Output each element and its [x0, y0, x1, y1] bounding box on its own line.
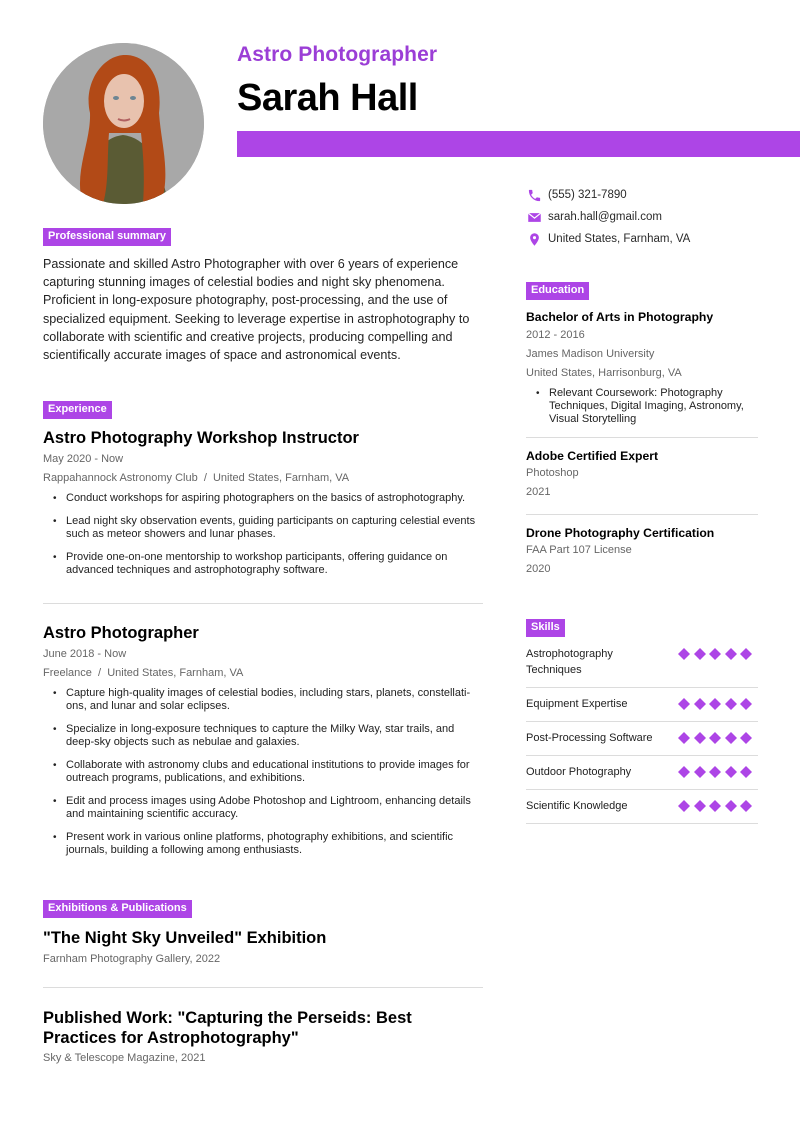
skill-name: Post-Processing Software	[526, 732, 653, 744]
experience-item	[43, 614, 483, 867]
contact-phone	[526, 184, 690, 206]
headline-job-title: Astro Photographer	[237, 43, 438, 66]
email-text[interactable]: sarah.hall@gmail.com	[548, 211, 662, 223]
diamond-rating-icon	[740, 698, 752, 710]
accent-bar	[237, 131, 800, 157]
diamond-rating-icon	[725, 766, 737, 778]
diamond-rating-icon	[740, 732, 752, 744]
diamond-rating-icon	[709, 648, 721, 660]
diamond-rating-icon	[709, 698, 721, 710]
bullet-item: • Collaborate with astronomy clubs and educational institutions to provide images for outreach programs, publications, and exhibitions.	[43, 759, 483, 785]
summary-section	[43, 226, 483, 364]
profile-photo	[43, 43, 204, 204]
skill-rating	[678, 766, 758, 778]
skill-row	[526, 688, 758, 722]
diamond-rating-icon	[709, 800, 721, 812]
bullet-item: • Specialize in long-exposure techniques to capture the Milky Way, star trails, and deep-sky objects such as nebulae and galaxies.	[43, 723, 483, 749]
diamond-rating-icon	[740, 800, 752, 812]
diamond-rating-icon	[709, 766, 721, 778]
skill-rating	[678, 732, 758, 744]
bullet-item: • Conduct workshops for aspiring photographers on the basics of astrophotography.	[43, 492, 483, 505]
diamond-rating-icon	[725, 648, 737, 660]
divider	[43, 603, 483, 604]
experience-bullets	[43, 687, 483, 857]
experience-title: Astro Photographer	[43, 624, 199, 642]
skill-rating	[678, 648, 758, 660]
email-icon	[526, 209, 542, 225]
publication-detail: Sky & Telescope Magazine, 2021	[43, 1052, 206, 1064]
section-label-exhibitions: Exhibitions & Publications	[43, 900, 192, 918]
experience-section	[43, 399, 483, 587]
skills-list	[526, 638, 758, 824]
education-section	[526, 280, 758, 426]
diamond-rating-icon	[694, 766, 706, 778]
skill-row	[526, 722, 758, 756]
experience-item	[43, 429, 483, 577]
diamond-rating-icon	[678, 648, 690, 660]
education-location: United States, Harrisonburg, VA	[526, 367, 682, 379]
skill-name: Astrophotography Techniques	[526, 648, 613, 676]
diamond-rating-icon	[740, 766, 752, 778]
divider	[43, 987, 483, 988]
diamond-rating-icon	[678, 698, 690, 710]
certification-item	[526, 439, 758, 502]
diamond-rating-icon	[709, 732, 721, 744]
diamond-rating-icon	[694, 648, 706, 660]
candidate-name: Sarah Hall	[237, 77, 418, 119]
divider	[526, 437, 758, 438]
skill-name: Outdoor Photography	[526, 766, 632, 778]
divider	[526, 514, 758, 515]
exhibition-title: "The Night Sky Unveiled" Exhibition	[43, 929, 327, 947]
education-dates: 2012 - 2016	[526, 329, 585, 341]
skill-name: Scientific Knowledge	[526, 800, 628, 812]
certification-subtitle: FAA Part 107 License	[526, 544, 632, 556]
experience-title: Astro Photography Workshop Instructor	[43, 429, 359, 447]
skill-row	[526, 638, 758, 688]
skill-rating	[678, 698, 758, 710]
education-school: James Madison University	[526, 348, 655, 360]
certification-item	[526, 516, 758, 579]
experience-org-location: Freelance / United States, Farnham, VA	[43, 667, 244, 679]
certification-year: 2021	[526, 486, 551, 498]
certification-year: 2020	[526, 563, 551, 575]
section-label-summary: Professional summary	[43, 228, 171, 246]
experience-org-location: Rappahannock Astronomy Club / United States, Farnham, VA	[43, 472, 350, 484]
section-label-education: Education	[526, 282, 589, 300]
contact-location	[526, 228, 690, 250]
phone-text[interactable]: (555) 321-7890	[548, 189, 627, 201]
skill-row	[526, 790, 758, 824]
experience-dates: May 2020 - Now	[43, 453, 124, 465]
certification-title: Adobe Certified Expert	[526, 449, 659, 463]
bullet-item: • Capture high-quality images of celestial bodies, including stars, planets, constellati-ons, and lunar and solar eclipses.	[43, 687, 483, 713]
diamond-rating-icon	[694, 698, 706, 710]
publication-title: Published Work: "Capturing the Perseids: Best Practices for Astrophotography"	[43, 1009, 412, 1047]
bullet-item: • Present work in various online platforms, photography exhibitions, and scientific journals, building a following among enthusiasts.	[43, 831, 483, 857]
education-bullets	[526, 387, 758, 426]
portrait-image	[43, 43, 204, 204]
certification-subtitle: Photoshop	[526, 467, 579, 479]
diamond-rating-icon	[725, 732, 737, 744]
experience-bullets	[43, 492, 483, 577]
contact-info	[526, 184, 690, 250]
publication-item	[43, 1008, 483, 1068]
section-label-skills: Skills	[526, 619, 565, 637]
exhibitions-section	[43, 898, 483, 969]
bullet-item: • Lead night sky observation events, guiding participants on capturing celestial events such as meteor showers and lunar phases.	[43, 515, 483, 541]
phone-icon	[526, 187, 542, 203]
skill-name: Equipment Expertise	[526, 698, 628, 710]
bullet-item: • Edit and process images using Adobe Photoshop and Lightroom, enhancing details and maintaining scientific accuracy.	[43, 795, 483, 821]
contact-email	[526, 206, 690, 228]
diamond-rating-icon	[678, 732, 690, 744]
skills-section	[526, 617, 758, 824]
bullet-item: • Provide one-on-one mentorship to workshop participants, offering guidance on advanced techniques and astrophotography software.	[43, 551, 483, 577]
certification-title: Drone Photography Certification	[526, 526, 715, 540]
diamond-rating-icon	[694, 800, 706, 812]
diamond-rating-icon	[694, 732, 706, 744]
section-label-experience: Experience	[43, 401, 112, 419]
summary-text: Passionate and skilled Astro Photographer with over 6 years of experience capturing stunning images of celestial bodies and night sky phenomena. Proficient in long-exposure photography, post-processing, and the use of specialized equipment. Seeking to leverage expertise in astrophotography to collaborate with scientific and creative projects, producing compelling and scientifically accurate images of space and astronomical events.	[43, 257, 470, 363]
experience-dates: June 2018 - Now	[43, 648, 127, 660]
diamond-rating-icon	[725, 698, 737, 710]
diamond-rating-icon	[678, 766, 690, 778]
exhibition-detail: Farnham Photography Gallery, 2022	[43, 953, 221, 965]
location-text: United States, Farnham, VA	[548, 233, 691, 245]
diamond-rating-icon	[725, 800, 737, 812]
location-pin-icon	[526, 231, 542, 247]
diamond-rating-icon	[740, 648, 752, 660]
degree-title: Bachelor of Arts in Photography	[526, 310, 714, 324]
skill-row	[526, 756, 758, 790]
skill-rating	[678, 800, 758, 812]
bullet-item: • Relevant Coursework: Photography Techniques, Digital Imaging, Astronomy, Visual Storytelling	[526, 387, 758, 426]
diamond-rating-icon	[678, 800, 690, 812]
